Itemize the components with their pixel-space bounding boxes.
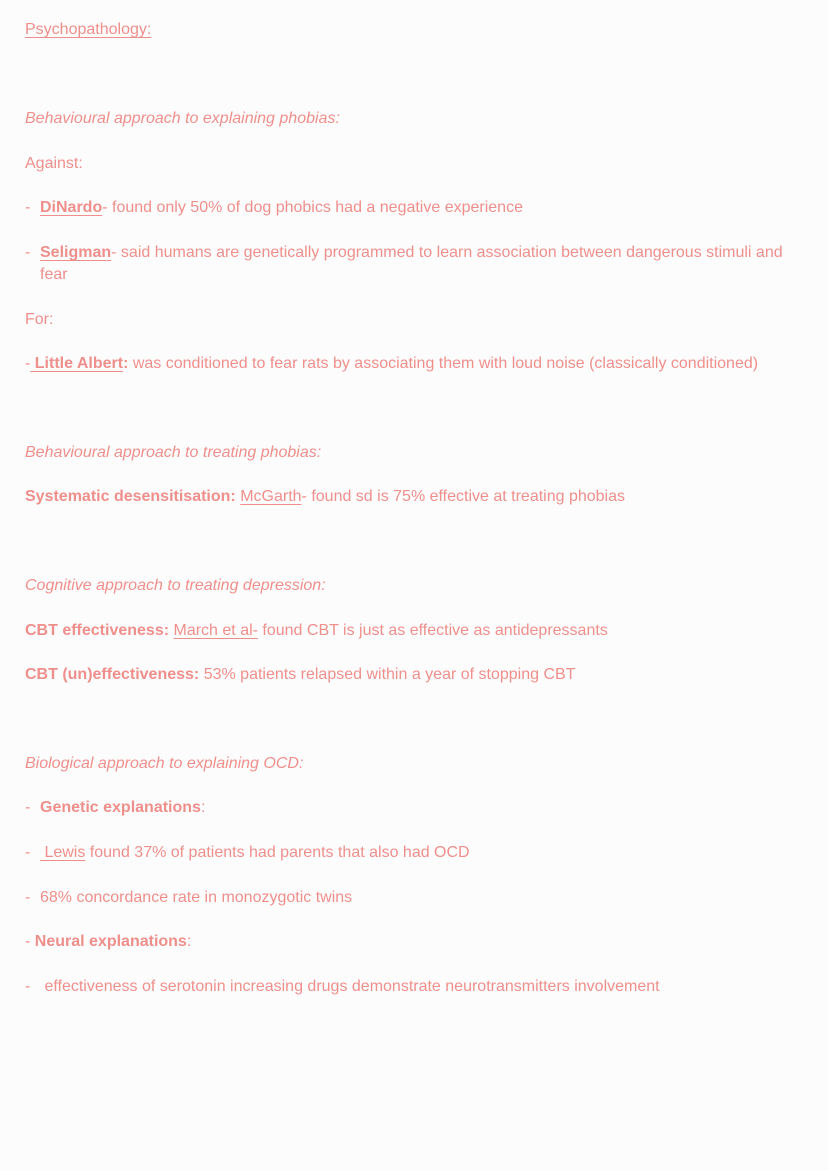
for-label: For: <box>25 311 54 328</box>
serotonin-item <box>25 976 660 998</box>
finding-text: found 37% of patients had parents that also had OCD <box>85 844 470 861</box>
bullet-dash: - <box>25 933 31 950</box>
finding-text: was conditioned to fear rats by associating them with loud noise (classically conditioned) <box>128 355 759 372</box>
bullet-dash: - <box>25 244 31 261</box>
researcher-name: DiNardo <box>40 199 103 216</box>
item-label: Neural explanations <box>34 933 187 950</box>
against-label: Against: <box>25 155 83 172</box>
researcher-name: Little Albert <box>30 355 124 372</box>
page-title: Psychopathology: <box>25 21 152 38</box>
researcher-name: Lewis <box>40 844 86 861</box>
item-label: Systematic desensitisation: <box>25 488 236 505</box>
bullet-dash: - <box>25 355 31 372</box>
section-heading-phobia-explain: Behavioural approach to explaining phobias: <box>25 110 340 127</box>
lewis-item <box>25 842 470 864</box>
finding-text: found CBT is just as effective as antidepressants <box>257 622 608 639</box>
finding-text: - found sd is 75% effective at treating phobias <box>301 488 626 505</box>
bullet-dash: - <box>25 889 31 906</box>
bullet-dash: - <box>25 978 31 995</box>
twins-item <box>25 887 352 909</box>
researcher-name: March et al- <box>173 622 258 639</box>
researcher-name: Seligman <box>40 244 112 261</box>
colon: : <box>186 933 192 950</box>
cbt-uneffectiveness-item <box>25 664 575 686</box>
finding-text: - found only 50% of dog phobics had a negative experience <box>102 199 523 216</box>
finding-text: 53% patients relapsed within a year of stopping CBT <box>199 666 576 683</box>
list-item-dinardo <box>25 197 523 219</box>
finding-text: - said humans are genetically programmed to learn association between dangerous stimuli and fear <box>40 244 783 283</box>
item-label: CBT (un)effectiveness: <box>25 666 200 683</box>
colon: : <box>123 355 129 372</box>
colon: : <box>200 799 206 816</box>
bullet-dash: - <box>25 199 31 216</box>
researcher-name: McGarth <box>240 488 302 505</box>
item-label: CBT effectiveness: <box>25 622 170 639</box>
section-heading-depression-treat: Cognitive approach to treating depression: <box>25 577 326 594</box>
neural-item <box>25 931 191 953</box>
list-item-seligman <box>25 242 810 286</box>
section-heading-ocd-explain: Biological approach to explaining OCD: <box>25 755 304 772</box>
finding-text: effectiveness of serotonin increasing drugs demonstrate neurotransmitters involvement <box>44 978 660 995</box>
bullet-dash: - <box>25 844 31 861</box>
item-label: Genetic explanations <box>40 799 201 816</box>
cbt-effectiveness-item <box>25 620 608 642</box>
section-heading-phobia-treat: Behavioural approach to treating phobias: <box>25 444 322 461</box>
sd-item <box>25 486 625 508</box>
finding-text: 68% concordance rate in monozygotic twins <box>40 889 353 906</box>
genetic-item <box>25 797 205 819</box>
bullet-dash: - <box>25 799 31 816</box>
list-item-little-albert <box>25 353 758 375</box>
